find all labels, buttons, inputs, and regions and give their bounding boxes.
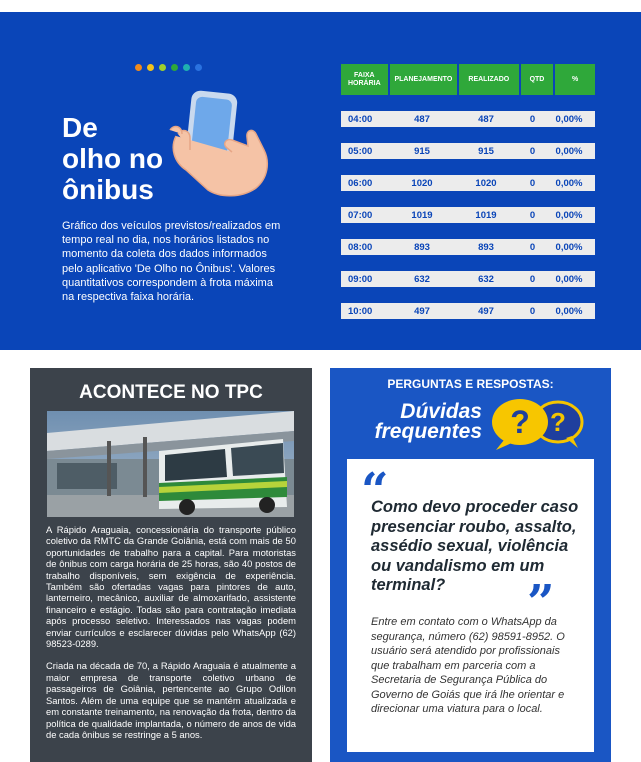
cell-realized: 487 — [478, 113, 494, 125]
faq-question: Como devo proceder caso presenciar roubo, assalto, assédio sexual, violência ou vandalismo em um terminal? — [371, 498, 579, 594]
table-header — [341, 64, 595, 95]
news-title: ACONTECE NO TPC — [79, 382, 263, 403]
question-bubbles-icon — [486, 398, 586, 450]
faq-kicker: PERGUNTAS E RESPOSTAS: — [387, 377, 554, 391]
cell-qty: 0 — [529, 177, 536, 189]
news-body — [46, 524, 296, 751]
hero-title — [62, 112, 163, 205]
dot-green — [171, 64, 178, 71]
cell-planned: 632 — [414, 273, 430, 285]
dot-yellow — [147, 64, 154, 71]
fleet-table — [341, 64, 595, 319]
open-quote-icon: “ — [361, 463, 389, 519]
cell-percent: 0,00% — [555, 113, 583, 125]
table-row — [341, 175, 595, 191]
cell-realized: 632 — [478, 273, 494, 285]
svg-text:?: ? — [550, 407, 566, 437]
cell-realized: 1019 — [475, 209, 497, 221]
faq-title-line-2: frequentes — [374, 420, 482, 443]
cell-percent: 0,00% — [555, 273, 583, 285]
cell-qty: 0 — [529, 145, 536, 157]
cell-time: 04:00 — [348, 113, 373, 125]
news-paragraph-2: Criada na década de 70, a Rápido Araguaia é atualmente a maior empresa de transporte coletivo urbano de passageiros de Goiânia, pertencente ao Grupo Odilon Santos. Além de uma equipe que se mantém atualizada e em constante treinamento, na renovação da frota, dentro da política de qualidade implantada, o número de anos de vida de cada ônibus se restringe a 5 anos. — [46, 660, 296, 740]
cell-percent: 0,00% — [555, 305, 583, 317]
cell-time: 10:00 — [348, 305, 373, 317]
bus-terminal-photo — [47, 411, 294, 517]
faq-card — [330, 368, 611, 762]
cell-planned: 497 — [414, 305, 430, 317]
cell-realized: 497 — [478, 305, 494, 317]
cell-percent: 0,00% — [555, 209, 583, 221]
header-percent: % — [555, 64, 595, 95]
cell-qty: 0 — [529, 305, 536, 317]
dot-lime — [159, 64, 166, 71]
cell-time: 09:00 — [348, 273, 373, 285]
cell-planned: 893 — [414, 241, 430, 253]
faq-answer: Entre em contato com o WhatsApp da segurança, número (62) 98591-8952. O usuário será atendido por profissionais que trabalham em parceria com a Secretaria de Segurança Pública do Governo de Goiás que irá lhe orientar e direcionar uma viatura para o local. — [371, 616, 565, 715]
header-planejamento: PLANEJAMENTO — [390, 64, 457, 95]
cell-realized: 893 — [478, 241, 494, 253]
cell-realized: 915 — [478, 145, 494, 157]
cell-qty: 0 — [529, 113, 536, 125]
cell-percent: 0,00% — [555, 145, 583, 157]
faq-title-line-1: Dúvidas — [400, 400, 482, 423]
dot-orange — [135, 64, 142, 71]
header-realizado: REALIZADO — [459, 64, 519, 95]
news-paragraph-1: A Rápido Araguaia, concessionária do transporte público coletivo da RMTC da Grande Goiânia, está com mais de 50 oportunidades de trabalho para a capital. Para motoristas de ônibus com carga horária de 25 horas, são 40 postos de trabalho disponíveis, sem exigência de experiência. Também são ofertadas vagas para pintores de auto, lanterneiro, mecânico, auxiliar de almoxarifado, assistente financeiro e estágio. Todas são para contratação imediata após processo seletivo. Interessados nas vagas podem enviar currículos e esclarecer dúvidas pelo WhatsApp (62) 98523-0289. — [46, 524, 296, 650]
cell-time: 06:00 — [348, 177, 373, 189]
hero-title-line-3: ônibus — [62, 174, 154, 205]
table-row — [341, 207, 595, 223]
color-dots — [135, 64, 202, 71]
cell-planned: 1019 — [411, 209, 433, 221]
cell-percent: 0,00% — [555, 241, 583, 253]
table-row — [341, 239, 595, 255]
cell-qty: 0 — [529, 241, 536, 253]
cell-time: 08:00 — [348, 241, 373, 253]
cell-time: 05:00 — [348, 145, 373, 157]
hero-title-line-1: De — [62, 112, 98, 143]
cell-planned: 915 — [414, 145, 430, 157]
table-row — [341, 271, 595, 287]
cell-planned: 487 — [414, 113, 430, 125]
faq-title — [356, 402, 482, 442]
top-banner — [0, 12, 641, 350]
svg-text:?: ? — [510, 404, 530, 440]
header-faixa-horaria: FAIXA HORÁRIA — [341, 64, 388, 95]
faq-box — [347, 459, 594, 752]
table-row — [341, 303, 595, 319]
close-quote-icon: ” — [527, 575, 555, 631]
dot-blue — [195, 64, 202, 71]
header-qtd: QTD — [521, 64, 554, 95]
cell-planned: 1020 — [411, 177, 433, 189]
cell-qty: 0 — [529, 273, 536, 285]
news-card — [30, 368, 312, 762]
hero-title-line-2: olho no — [62, 143, 164, 174]
dot-teal — [183, 64, 190, 71]
hand-holding-phone-icon — [168, 90, 280, 202]
table-row — [341, 111, 595, 127]
table-row — [341, 143, 595, 159]
cell-realized: 1020 — [475, 177, 497, 189]
cell-qty: 0 — [529, 209, 536, 221]
cell-percent: 0,00% — [555, 177, 583, 189]
hero-description: Gráfico dos veículos previstos/realizados em tempo real no dia, nos horários listados no momento da coleta dos dados informados pelo aplicativo 'De Olho no Ônibus'. Valores quantitativos correspondem à frota máxima na respectiva faixa horária. — [62, 220, 281, 304]
cell-time: 07:00 — [348, 209, 373, 221]
